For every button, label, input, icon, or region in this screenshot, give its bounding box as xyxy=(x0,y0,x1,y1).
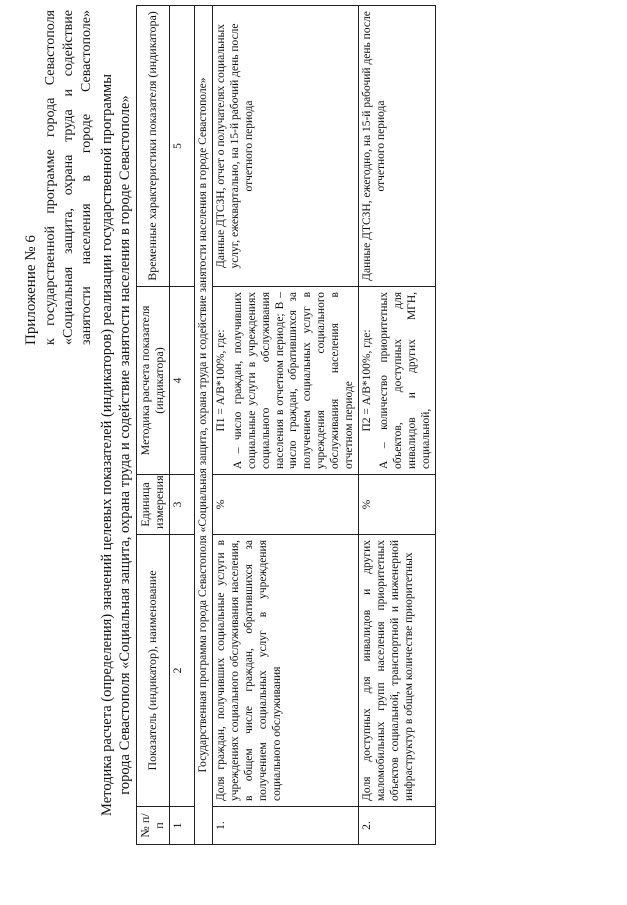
row-indicator: Доля доступных для инвалидов и других маломобильных групп населения приоритетных объектов социальной, транспортной и инженерной инфраструктур в общем количестве приоритетных xyxy=(359,535,436,807)
table-row xyxy=(359,6,436,845)
column-number: 4 xyxy=(169,287,194,475)
appendix-line: «Социальная защита, охрана труда и содействие xyxy=(61,10,76,345)
table-header-row xyxy=(137,6,170,845)
column-number: 1 xyxy=(169,807,194,845)
column-numbers-row xyxy=(169,6,194,845)
row-formula: П1 = А/В*100%, где: xyxy=(215,329,228,432)
row-time: Данные ДТСЗН, ежегодно, на 15-й рабочий день после отчетного периода xyxy=(359,6,436,287)
header-time: Временные характеристики показателя (индикатора) xyxy=(137,6,170,287)
row-number: 2. xyxy=(359,807,436,845)
appendix-title: Приложение № 6 xyxy=(23,235,39,345)
row-formula: П2 = А/В*100%, где: xyxy=(361,329,374,432)
table-row xyxy=(213,6,359,845)
row-indicator: Доля граждан, получивших социальные услуги в учреждениях социального обслуживания населения, в общем числе граждан, обратившихся за получением социальных услуг в учреждения социального обслуживания xyxy=(213,535,359,807)
document-title xyxy=(98,25,134,865)
row-unit: % xyxy=(359,475,436,535)
row-time: Данные ДТСЗН, отчет о получателях социальных услуг, ежеквартально, на 15-й рабочий день после отчетного периода xyxy=(213,6,359,287)
appendix-header xyxy=(22,10,96,345)
column-number: 3 xyxy=(169,475,194,535)
header-unit: Единица измерения xyxy=(137,475,170,535)
row-unit: % xyxy=(213,475,359,535)
row-number: 1. xyxy=(213,807,359,845)
appendix-line: занятости населения в городе Севастополе» xyxy=(79,10,94,345)
row-method-cell xyxy=(213,287,359,475)
header-num: № п/п xyxy=(137,807,170,845)
row-method: А – число граждан, получивших социальные услуги в учреждениях социального обслуживания населения в отчетном периоде; В – число граждан, обратившихся за получением социальных услуг в учреждения социального обслуживания населения в отчетном периоде xyxy=(232,292,355,469)
row-method-cell xyxy=(359,287,436,475)
program-title: Государственная программа города Севастополя «Социальная защита, охрана труда и содействие занятости населения в городе Севастополе» xyxy=(194,6,213,845)
header-method: Методика расчета показателя (индикатора) xyxy=(137,287,170,475)
column-number: 2 xyxy=(169,535,194,807)
document-title-line: города Севастополя «Социальная защита, охрана труда и содействие занятости населения в городе Севастополе» xyxy=(117,95,133,795)
appendix-line: к государственной программе города Севастополя xyxy=(43,10,58,345)
header-indicator: Показатель (индикатор), наименование xyxy=(137,535,170,807)
document-title-line: Методика расчета (определения) значений целевых показателей (индикаторов) реализации государственной программы xyxy=(99,74,115,816)
program-row xyxy=(194,6,213,845)
column-number: 5 xyxy=(169,6,194,287)
indicators-table xyxy=(136,5,436,845)
row-method: А – количество приоритетных объектов, доступных для инвалидов и других МГН, социальной, xyxy=(378,292,432,469)
